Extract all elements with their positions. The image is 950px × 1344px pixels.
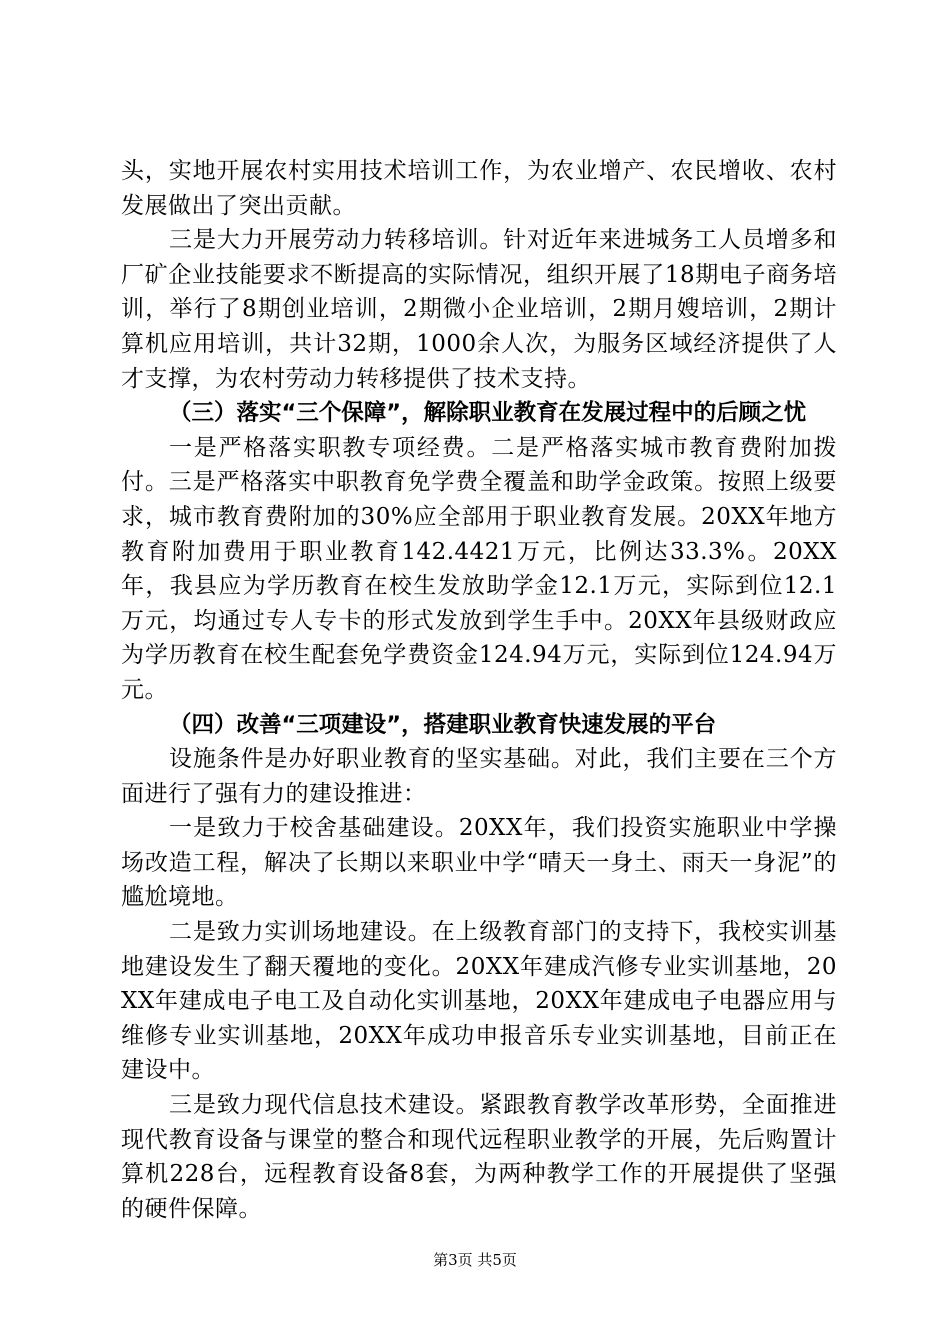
section-heading-three-constructions: （四）改善“三项建设”，搭建职业教育快速发展的平台 [169,711,717,738]
paragraph-campus-construction: 一是致力于校舍基础建设。20XX年，我们投资实施职业中学操场改造工程，解决了长期以来职业中学“晴天一身土、雨天一身泥”的尴尬境地。 [121,815,837,911]
paragraph-facilities-intro: 设施条件是办好职业教育的坚实基础。对此，我们主要在三个方面进行了强有力的建设推进： [121,746,837,807]
document-body [121,154,837,1226]
section-heading-three-guarantees: （三）落实“三个保障”，解除职业教育在发展过程中的后顾之忧 [169,400,807,427]
paragraph-continuation: 头，实地开展农村实用技术培训工作，为农业增产、农民增收、农村发展做出了突出贡献。 [121,158,837,219]
page-number-label: 第3页 共5页 [433,1251,517,1269]
page-footer [0,1250,950,1270]
paragraph-funding: 一是严格落实职教专项经费。二是严格落实城市教育费附加拨付。三是严格落实中职教育免学费全覆盖和助学金政策。按照上级要求，城市教育费附加的30%应全部用于职业教育发展。20XX年地方教育附加费用于职业教育142.4421万元，比例达33.3%。20XX年，我县应为学历教育在校生发放助学金12.1万元，实际到位12.1万元，均通过专人专卡的形式发放到学生手中。20XX年县级财政应为学历教育在校生配套免学费资金124.94万元，实际到位124.94万元。 [121,434,837,703]
paragraph-labor-training: 三是大力开展劳动力转移培训。针对近年来进城务工人员增多和厂矿企业技能要求不断提高的实际情况，组织开展了18期电子商务培训，举行了8期创业培训，2期微小企业培训，2期月嫂培训，2期计算机应用培训，共计32期，1000余人次，为服务区域经济提供了人才支撑，为农村劳动力转移提供了技术支持。 [121,227,837,392]
paragraph-training-sites: 二是致力实训场地建设。在上级教育部门的支持下，我校实训基地建设发生了翻天覆地的变化。20XX年建成汽修专业实训基地，20XX年建成电子电工及自动化实训基地，20XX年建成电子电器应用与维修专业实训基地，20XX年成功申报音乐专业实训基地，目前正在建设中。 [121,919,837,1084]
paragraph-it-construction: 三是致力现代信息技术建设。紧跟教育教学改革形势，全面推进现代教育设备与课堂的整合和现代远程职业教学的开展，先后购置计算机228台，远程教育设备8套，为两种教学工作的开展提供了坚强的硬件保障。 [121,1092,837,1222]
